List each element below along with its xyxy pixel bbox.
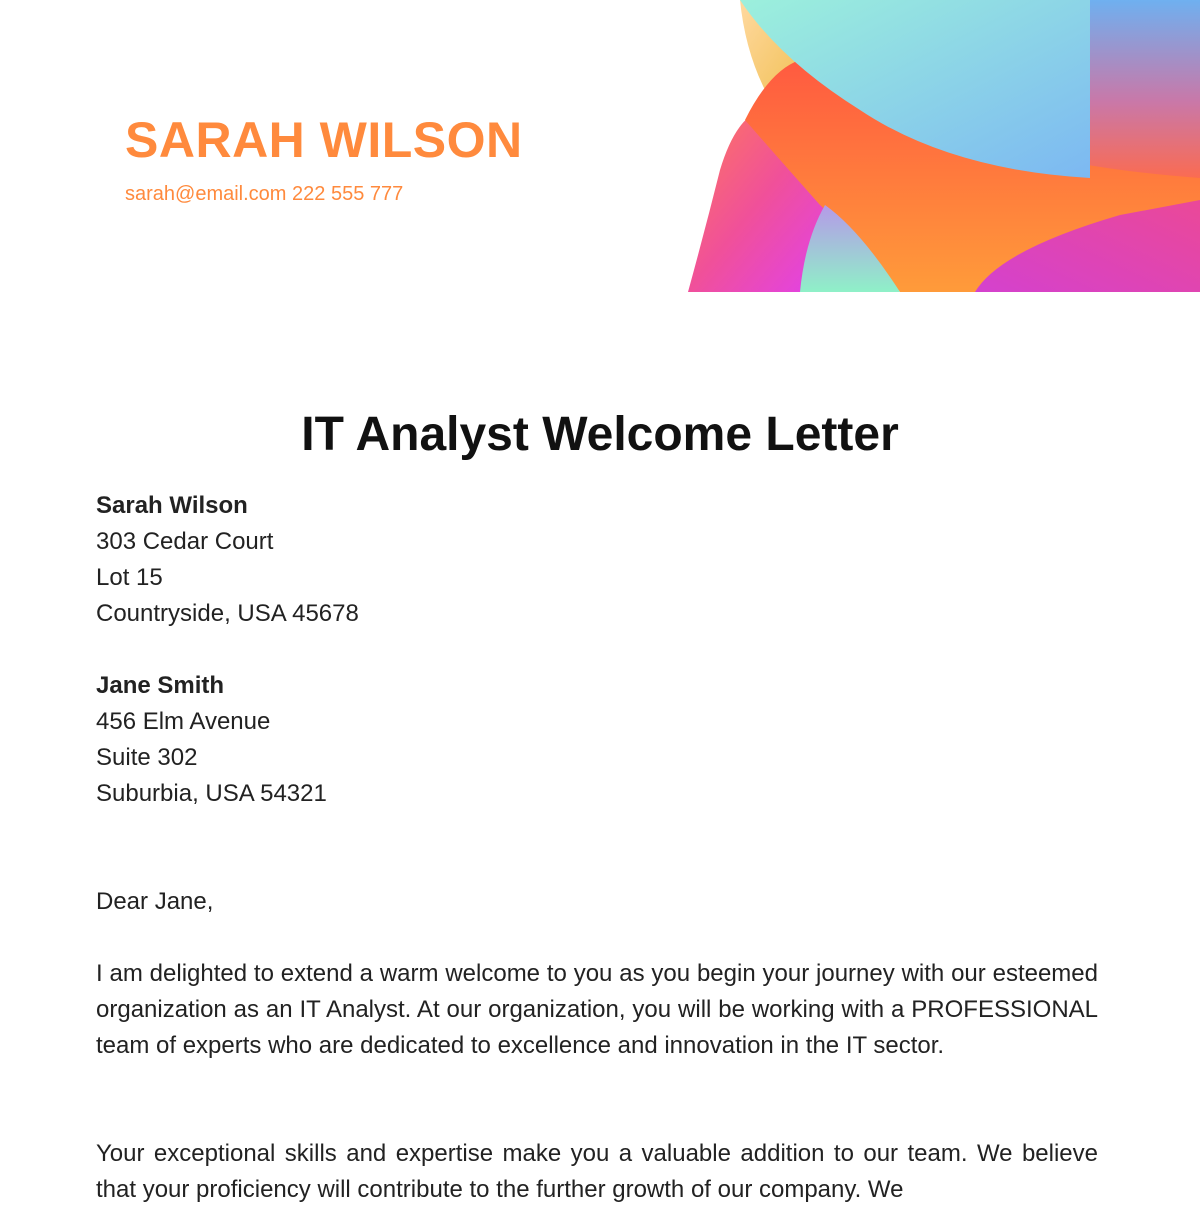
sender-address-line: 303 Cedar Court	[96, 528, 274, 555]
letterhead	[0, 0, 1200, 292]
body-paragraph	[96, 956, 1098, 1064]
sender-address-block	[96, 488, 1098, 632]
letter-title: IT Analyst Welcome Letter	[301, 408, 899, 461]
recipient-address-block	[96, 668, 1098, 812]
sender-name: Sarah Wilson	[96, 492, 248, 519]
recipient-address-line: 456 Elm Avenue	[96, 708, 271, 735]
recipient-name: Jane Smith	[96, 672, 225, 699]
sender-address-line: Lot 15	[96, 564, 163, 591]
letterhead-contact: sarah@email.com 222 555 777	[125, 183, 404, 205]
salutation-text: Dear Jane,	[96, 888, 214, 915]
salutation	[96, 884, 1098, 920]
body-paragraph	[96, 1136, 1098, 1208]
recipient-address-line: Suburbia, USA 54321	[96, 780, 327, 807]
sender-address-line: Countryside, USA 45678	[96, 600, 359, 627]
letterhead-name: SARAH WILSON	[125, 112, 523, 168]
recipient-address-line: Suite 302	[96, 744, 198, 771]
paragraph-text: Your exceptional skills and expertise make you a valuable addition to our team. We believe that your proficiency will contribute to the further growth of our company. We	[96, 1140, 1098, 1203]
paragraph-text: I am delighted to extend a warm welcome to you as you begin your journey with our esteemed organization as an IT Analyst. At our organization, you will be working with a PROFESSIONAL team of experts who are dedicated to excellence and innovation in the IT sector.	[96, 960, 1098, 1059]
